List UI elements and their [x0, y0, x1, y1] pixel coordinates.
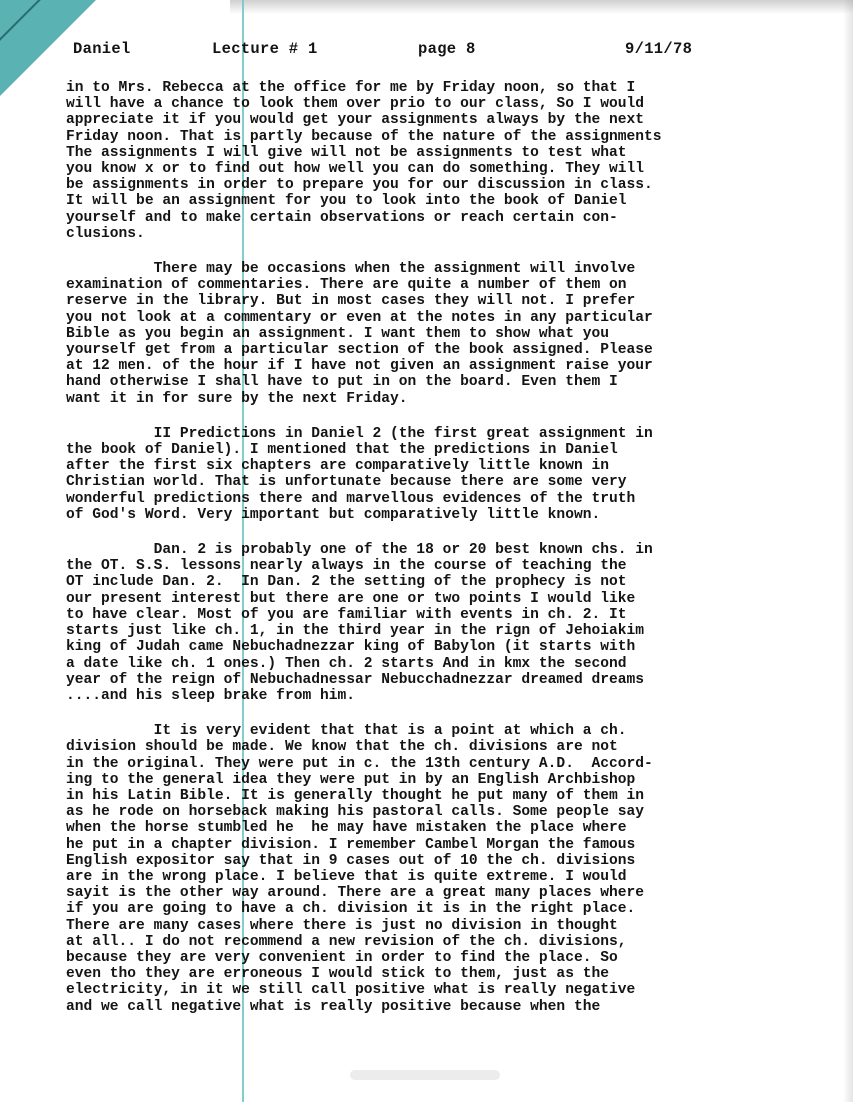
scan-shadow-right: [843, 0, 853, 1102]
paragraph-dan-2-setting: Dan. 2 is probably one of the 18 or 20 best known chs. in the OT. S.S. lessons nearly always in the course of teaching the OT include Dan. 2. In Dan. 2 the setting of the prophecy is not our present interest but there are one or two points I would like to have clear. Most of you are familiar with events in ch. 2. It starts just like ch. 1, in the third year in the rign of Jehoiakim king of Judah came Nebuchadnezzar king of Babylon (it starts with a date like ch. 1 ones.) Then ch. 2 starts And in kmx the second year of the reign of Nebuchadnessar Nebucchadnezzar dreamed dreams ....and his sleep brake from him.: [66, 542, 653, 704]
scan-smudge: [350, 1070, 500, 1080]
paragraph-assignments-deadline: in to Mrs. Rebecca at the office for me by Friday noon, so that I will have a chance to look them over prio to our class, So I would appreciate it if you would get your assignments always by the next Friday noon. That is partly because of the nature of the assignments The assignments I will give will not be assignments to test what you know x or to find out how well you can do something. They will be assignments in order to prepare you for our discussion in class. It will be an assignment for you to look into the book of Daniel yourself and to make certain observations or reach certain con- clusions.: [66, 80, 662, 242]
lecture-body: [66, 80, 786, 1015]
paragraph-chapter-divisions: It is very evident that that is a point at which a ch. division should be made. We know that the ch. divisions are not in the original. They were put in c. the 13th century A.D. Accord- ing to the general idea they were put in by an English Archbishop in his Latin Bible. It is generally thought he put many of them in as he rode on horseback making his pastoral calls. Some people say when the horse stumbled he he may have mistaken the place where he put in a chapter division. I remember Cambel Morgan the famous English expositor say that in 9 cases out of 10 the ch. divisions are in the wrong place. I believe that is quite extreme. I would sayit is the other way around. There are a great many places where if you are going to have a ch. division it is in the right place. There are many cases where there is just no division in thought at all.. I do not recommend a new revision of the ch. divisions, because they are very convenient in order to find the place. So even tho they are erroneous I would stick to them, just as the electricity, in it we still call positive what is really negative and we call negative what is really positive because when the: [66, 723, 653, 1015]
header-page-number: page 8: [418, 40, 476, 58]
header-lecture-number: Lecture # 1: [212, 40, 318, 58]
header-date: 9/11/78: [625, 40, 693, 58]
paragraph-predictions-daniel-2: II Predictions in Daniel 2 (the first great assignment in the book of Daniel). I mentioned that the predictions in Daniel after the first six chapters are comparatively little known in Christian world. That is unfortunate because there are some very wonderful predictions there and marvellous evidences of the truth of God's Word. Very important but comparatively little known.: [66, 425, 653, 523]
paragraph-commentaries: There may be occasions when the assignment will involve examination of commentaries. There are quite a number of them on reserve in the library. But in most cases they will not. I prefer you not look at a commentary or even at the notes in any particular Bible as you begin an assignment. I want them to show what you yourself get from a particular section of the book assigned. Please at 12 men. of the hour if I have not given an assignment raise your hand otherwise I shall have to put in on the board. Even them I want it in for sure by the next Friday.: [66, 261, 653, 407]
scan-shadow-top: [230, 0, 853, 14]
header-book-name: Daniel: [73, 40, 131, 58]
page-header: [0, 40, 853, 62]
